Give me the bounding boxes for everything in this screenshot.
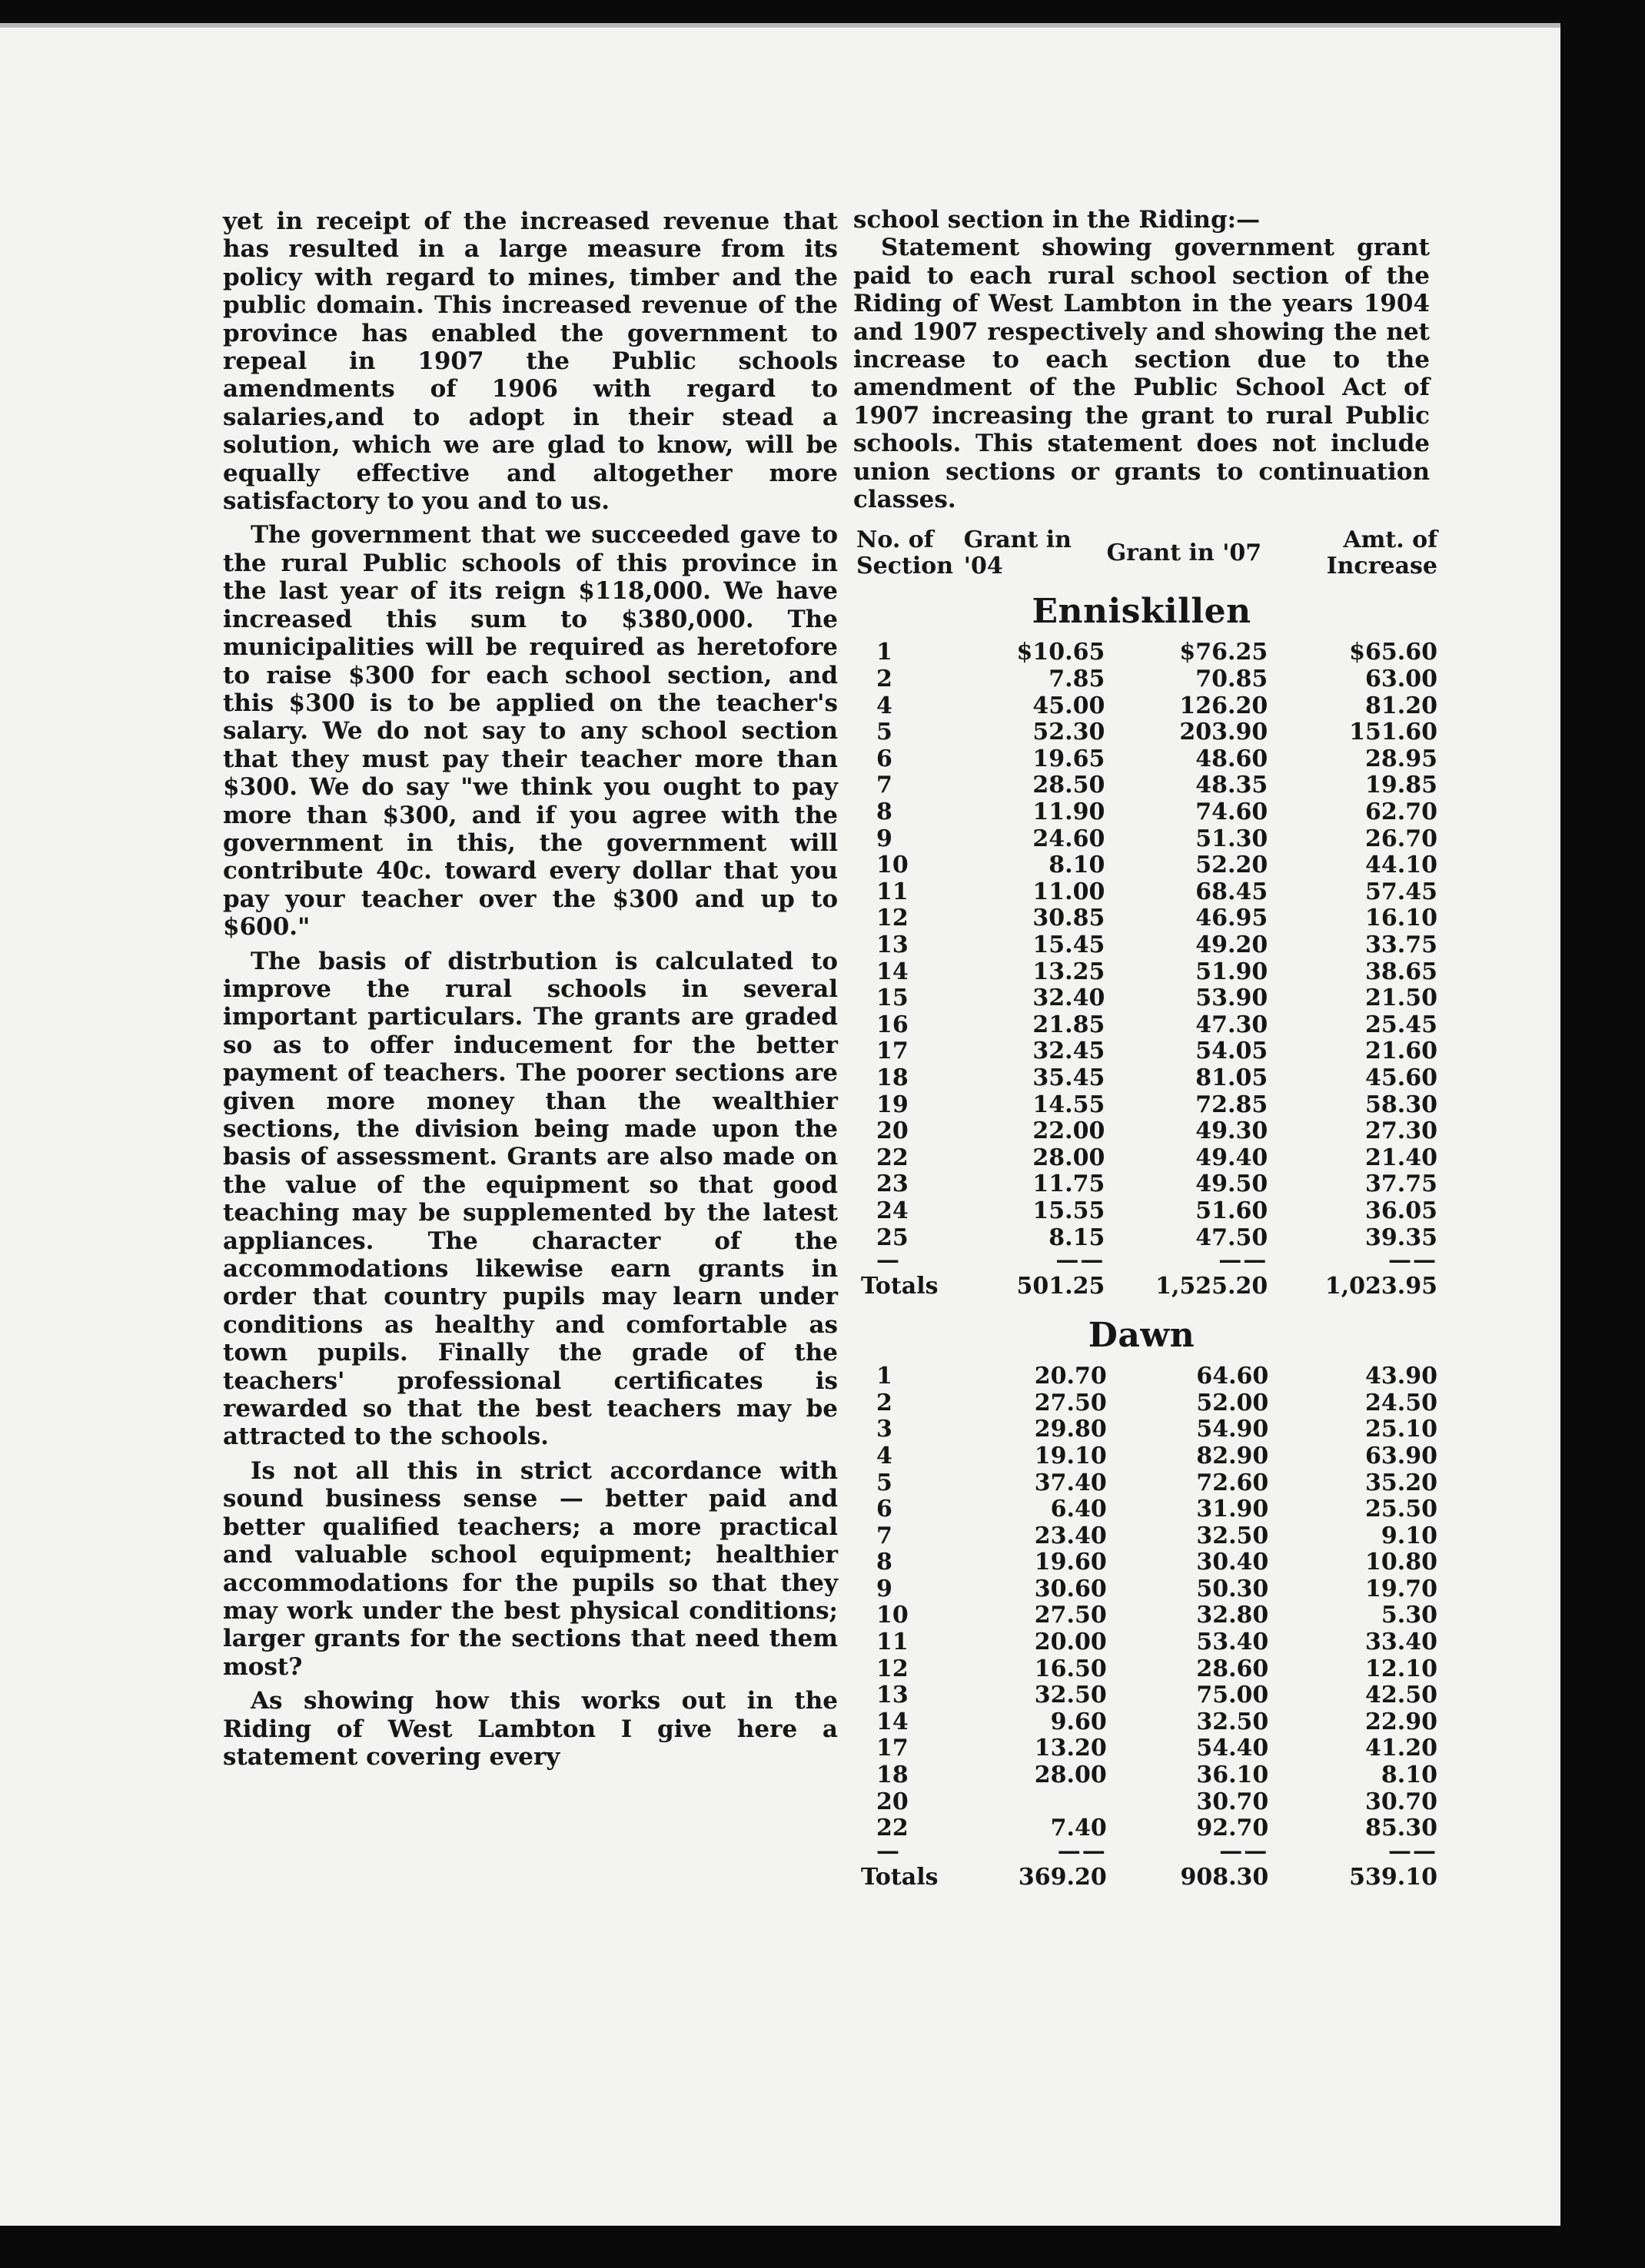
increase-cell: 62.70 [1365,799,1437,826]
grant-07-cell: 47.50 [1195,1224,1268,1251]
table-row [853,1549,1437,1576]
totals-label: Totals [861,1863,939,1891]
section-number-cell: 8 [876,799,892,826]
grant-07-cell: 52.20 [1195,852,1268,879]
increase-cell: 12.10 [1365,1655,1437,1682]
increase-cell: 21.40 [1365,1144,1437,1171]
totals-increase: 1,023.95 [1324,1273,1437,1300]
increase-cell: 45.60 [1365,1064,1437,1091]
section-number-cell: 7 [876,772,892,799]
grant-04-cell: 7.85 [1048,666,1105,693]
grant-07-cell: 49.50 [1195,1171,1268,1198]
increase-cell: 63.00 [1365,666,1437,693]
grant-04-cell: 11.90 [1032,799,1105,826]
grant-07-cell: 70.85 [1195,666,1268,693]
grant-07-cell: 64.60 [1196,1363,1269,1390]
table-row [853,693,1437,720]
section-number-cell: 5 [876,719,892,746]
grant-07-cell: 82.90 [1196,1442,1269,1469]
intro-line: school section in the Riding:— [853,206,1261,234]
grant-07-cell: 49.30 [1195,1117,1268,1145]
grant-04-cell: 20.00 [1034,1629,1107,1656]
rule-mark: —— [1057,1837,1107,1865]
rule-row [853,1251,1437,1270]
increase-cell: 16.10 [1365,905,1437,932]
rule-mark: —— [1388,1247,1437,1274]
grant-04-cell: 16.50 [1034,1655,1107,1682]
grant-04-cell: 35.45 [1032,1064,1105,1091]
section-number-cell: 18 [876,1762,909,1789]
increase-cell: 36.05 [1365,1197,1437,1224]
section-number-cell: 7 [876,1522,892,1549]
grant-04-cell: 22.00 [1032,1117,1105,1145]
increase-cell: 5.30 [1381,1602,1437,1629]
header-increase: Amt. of Increase [1326,526,1437,580]
grant-07-cell: 32.80 [1196,1602,1269,1629]
grant-07-cell: 52.00 [1196,1389,1269,1416]
grant-07-cell: 68.45 [1195,878,1268,905]
increase-cell: 151.60 [1349,719,1437,746]
increase-cell: 27.30 [1365,1117,1437,1145]
increase-cell: 63.90 [1365,1442,1437,1469]
grant-04-cell: 9.60 [1050,1708,1107,1735]
grant-07-cell: 32.50 [1196,1708,1269,1735]
table-row [853,1443,1437,1470]
grant-07-cell: 51.90 [1195,958,1268,985]
section-number-cell: 6 [876,1496,892,1523]
grants-table [853,527,1437,579]
increase-cell: 44.10 [1365,852,1437,879]
table-row [853,1735,1437,1762]
grant-07-cell: 81.05 [1195,1064,1268,1091]
section-number-cell: 11 [876,1629,909,1656]
grant-07-cell: 46.95 [1195,905,1268,932]
grant-04-cell: 8.15 [1048,1224,1105,1251]
statement-paragraph: Statement showing government grant paid to each rural school section of the Riding of West Lambton in the years 1904 and 1907 respectively and showing the net increase to each section due to the amendment of the Public School Act of 1907 increasing the grant to rural Public schools. This statement does not include union sections or grants to continuation classes. [853,234,1430,514]
grant-07-cell: 48.60 [1195,745,1268,772]
paragraph: Is not all this in strict accordance with sound business sense — better paid and better qualified teachers; a more practical and valuable school equipment; healthier accommodations for the pupils so that they may work under the best physical conditions; larger grants for the sections that need them most? [223,1456,838,1681]
table-row [853,932,1437,959]
increase-cell: 10.80 [1365,1549,1437,1576]
left-text-column [223,208,838,1777]
table-row [853,1470,1437,1497]
section-number-cell: 10 [876,1602,909,1629]
table-row [853,1576,1437,1603]
table-row [853,799,1437,826]
table-row [853,1118,1437,1145]
table-row [853,1092,1437,1119]
grant-07-cell: 28.60 [1196,1655,1269,1682]
increase-cell: 43.90 [1365,1363,1437,1390]
grant-04-cell [980,1789,1107,1816]
table-row [853,1709,1437,1736]
paragraph: yet in receipt of the increased revenue that has resulted in a large measure from its policy with regard to mines, timber and the public domain. This increased revenue of the province has enabled the government to repeal in 1907 the Public schools amendments of 1906 with regard to salaries,and to adopt in their stead a solution, which we are glad to know, will be equally effective and altogether more satisfactory to you and to us. [223,208,838,516]
header-grant-04: Grant in '04 [963,526,1072,580]
increase-cell: 33.40 [1365,1629,1437,1656]
grant-07-cell: 48.35 [1195,772,1268,799]
scan-border-bottom [0,2226,1645,2268]
table-row [853,1416,1437,1443]
header-grant-07: Grant in '07 [1106,540,1262,567]
grant-04-cell: 45.00 [1032,692,1105,719]
increase-cell: 39.35 [1365,1224,1437,1251]
grant-07-cell: $76.25 [1179,639,1268,666]
table-row [853,959,1437,986]
grant-07-cell: 47.30 [1195,1011,1268,1038]
table-row [853,905,1437,932]
grant-04-cell: 15.55 [1032,1197,1105,1224]
rule-mark: —— [1218,1247,1268,1274]
totals-grant-04: 501.25 [1016,1273,1105,1300]
section-number-cell: 13 [876,1682,909,1709]
grant-04-cell: 52.30 [1032,719,1105,746]
section-number-cell: 6 [876,745,892,772]
table-row [853,985,1437,1012]
table-row [853,1602,1437,1629]
section-number-cell: 16 [876,1011,909,1038]
section-number-cell: 8 [876,1549,892,1576]
grant-07-cell: 30.40 [1196,1549,1269,1576]
table-header-row [853,527,1437,579]
grant-04-cell: 13.20 [1034,1735,1107,1762]
section-number-cell: 15 [876,985,909,1012]
paragraph: The basis of distrbution is calculated to improve the rural schools in several important particulars. The grants are graded so as to offer inducement for the better payment of teachers. The poorer sections are given more money than the wealthier sections, the division being made upon the basis of assessment. Grants are also made on the value of the equipment so that good teaching may be supplemented by the latest appliances. The character of the accommodations likewise earn grants in order that country pupils may learn under conditions as healthy and comfortable as town pupils. Finally the grade of the teachers' professional certificates is rewarded so that the best teachers may be attracted to the schools. [223,947,838,1451]
table-row [853,852,1437,879]
grant-04-cell: $10.65 [1016,639,1105,666]
grant-04-cell: 28.00 [1034,1762,1107,1789]
table-row [853,1012,1437,1039]
table-row [853,1198,1437,1225]
table-row [853,1390,1437,1417]
table-row [853,879,1437,906]
grant-04-cell: 20.70 [1034,1363,1107,1390]
increase-cell: 25.45 [1365,1011,1437,1038]
grant-04-cell: 32.40 [1032,985,1105,1012]
grant-07-cell: 54.05 [1195,1038,1268,1065]
header-section-no: No. of Section [856,526,954,580]
grant-04-cell: 28.00 [1032,1144,1105,1171]
section-number-cell: 4 [876,1442,892,1469]
grant-07-cell: 72.85 [1195,1091,1268,1118]
totals-increase: 539.10 [1349,1863,1437,1891]
grant-07-cell: 92.70 [1196,1815,1269,1842]
table-row [853,772,1437,799]
section-number-cell: 2 [876,1389,892,1416]
scan-border-right [1560,0,1645,2268]
table-row [853,1815,1437,1842]
increase-cell: 21.50 [1365,985,1437,1012]
paragraph: The government that we succeeded gave to the rural Public schools of this province in the last year of its reign $118,000. We have increased this sum to $380,000. The municipalities will be required as heretofore to raise $300 for each school section, and this $300 is to be applied on the teacher's salary. We do not say to any school section that they must pay their teacher more than $300. We do say "we think you ought to pay more than $300, and if you agree with the government in this, the government will contribute 40c. toward every dollar that you pay your teacher over the $300 and up to $600." [223,521,838,941]
grant-04-cell: 32.45 [1032,1038,1105,1065]
grant-07-cell: 31.90 [1196,1496,1269,1523]
increase-cell: 35.20 [1365,1469,1437,1496]
table-row [853,1496,1437,1523]
grant-07-cell: 36.10 [1196,1762,1269,1789]
grant-04-cell: 24.60 [1032,825,1105,852]
rule-mark: —— [1055,1247,1105,1274]
increase-cell: 85.30 [1365,1815,1437,1842]
increase-cell: 38.65 [1365,958,1437,985]
rule-mark: — [876,1247,901,1274]
table-row [853,639,1437,666]
section-number-cell: 1 [876,1363,892,1390]
section-number-cell: 11 [876,878,909,905]
section-number-cell: 17 [876,1038,909,1065]
section-number-cell: 12 [876,1655,909,1682]
grant-07-cell: 30.70 [1196,1788,1269,1815]
grant-04-cell: 30.85 [1032,905,1105,932]
table-row [853,1523,1437,1550]
paragraph: As showing how this works out in the Riding of West Lambton I give here a statement covering every [223,1687,838,1771]
totals-grant-07: 908.30 [1180,1863,1269,1891]
table-row [853,1225,1437,1252]
grant-07-cell: 32.50 [1196,1522,1269,1549]
grant-07-cell: 51.60 [1195,1197,1268,1224]
increase-cell: 25.10 [1365,1416,1437,1443]
increase-cell: 19.70 [1365,1575,1437,1602]
increase-cell: 58.30 [1365,1091,1437,1118]
grant-07-cell: 49.40 [1195,1144,1268,1171]
section-number-cell: 20 [876,1788,909,1815]
grant-07-cell: 74.60 [1195,799,1268,826]
totals-grant-07: 1,525.20 [1155,1273,1268,1300]
section-number-cell: 20 [876,1117,909,1145]
rule-mark: —— [1388,1837,1437,1865]
section-number-cell: 2 [876,666,892,693]
rule-mark: —— [1219,1837,1269,1865]
section-number-cell: 5 [876,1469,892,1496]
table-row [853,1762,1437,1789]
increase-cell: 30.70 [1365,1788,1437,1815]
grant-04-cell: 29.80 [1034,1416,1107,1443]
grant-07-cell: 53.40 [1196,1629,1269,1656]
totals-row [853,1270,1437,1303]
section-heading-enniskillen: Enniskillen [1032,592,1251,632]
section-number-cell: 25 [876,1224,909,1251]
grant-07-cell: 203.90 [1179,719,1268,746]
table-row [853,1682,1437,1709]
increase-cell: 57.45 [1365,878,1437,905]
section-number-cell: 22 [876,1815,909,1842]
section-number-cell: 18 [876,1064,909,1091]
totals-label: Totals [861,1273,939,1300]
section-number-cell: 24 [876,1197,909,1224]
table-row [853,719,1437,746]
grant-04-cell: 11.00 [1032,878,1105,905]
increase-cell: 28.95 [1365,745,1437,772]
grant-04-cell: 15.45 [1032,931,1105,958]
grant-04-cell: 21.85 [1032,1011,1105,1038]
section-number-cell: 3 [876,1416,892,1443]
table-row [853,826,1437,853]
table-row [853,1629,1437,1656]
table-row [853,1145,1437,1172]
grant-07-cell: 51.30 [1195,825,1268,852]
section-number-cell: 1 [876,639,892,666]
section-number-cell: 9 [876,825,892,852]
grant-04-cell: 14.55 [1032,1091,1105,1118]
dawn-table [853,1363,1437,1894]
enniskillen-table [853,639,1437,1303]
section-number-cell: 19 [876,1091,909,1118]
increase-cell: 42.50 [1365,1682,1437,1709]
increase-cell: 24.50 [1365,1389,1437,1416]
section-number-cell: 4 [876,692,892,719]
grant-04-cell: 19.10 [1034,1442,1107,1469]
increase-cell: 21.60 [1365,1038,1437,1065]
table-row [853,1656,1437,1683]
increase-cell: 9.10 [1381,1522,1437,1549]
grant-04-cell: 7.40 [1050,1815,1107,1842]
increase-cell: 22.90 [1365,1708,1437,1735]
section-number-cell: 13 [876,931,909,958]
grant-04-cell: 27.50 [1034,1389,1107,1416]
increase-cell: 19.85 [1365,772,1437,799]
increase-cell: 8.10 [1381,1762,1437,1789]
section-number-cell: 14 [876,1708,909,1735]
increase-cell: $65.60 [1349,639,1437,666]
increase-cell: 33.75 [1365,931,1437,958]
section-number-cell: 22 [876,1144,909,1171]
grant-04-cell: 6.40 [1050,1496,1107,1523]
table-row [853,746,1437,773]
grant-04-cell: 19.60 [1034,1549,1107,1576]
section-number-cell: 12 [876,905,909,932]
section-number-cell: 10 [876,852,909,879]
grant-07-cell: 54.90 [1196,1416,1269,1443]
grant-04-cell: 8.10 [1048,852,1105,879]
totals-row [853,1861,1437,1894]
grant-04-cell: 13.25 [1032,958,1105,985]
grant-07-cell: 50.30 [1196,1575,1269,1602]
increase-cell: 26.70 [1365,825,1437,852]
increase-cell: 41.20 [1365,1735,1437,1762]
section-number-cell: 9 [876,1575,892,1602]
grant-07-cell: 53.90 [1195,985,1268,1012]
grant-04-cell: 19.65 [1032,745,1105,772]
section-number-cell: 23 [876,1171,909,1198]
grant-07-cell: 54.40 [1196,1735,1269,1762]
section-number-cell: 14 [876,958,909,985]
increase-cell: 81.20 [1365,692,1437,719]
grant-04-cell: 27.50 [1034,1602,1107,1629]
section-heading-dawn: Dawn [1088,1316,1195,1356]
grant-04-cell: 28.50 [1032,772,1105,799]
grant-04-cell: 32.50 [1034,1682,1107,1709]
section-number-cell: 17 [876,1735,909,1762]
grant-04-cell: 11.75 [1032,1171,1105,1198]
rule-mark: — [876,1837,901,1865]
table-row [853,666,1437,693]
grant-07-cell: 72.60 [1196,1469,1269,1496]
grant-07-cell: 49.20 [1195,931,1268,958]
grant-07-cell: 126.20 [1179,692,1268,719]
table-row [853,1789,1437,1816]
table-row [853,1065,1437,1092]
grant-07-cell: 75.00 [1196,1682,1269,1709]
table-row [853,1171,1437,1198]
increase-cell: 37.75 [1365,1171,1437,1198]
grant-04-cell: 37.40 [1034,1469,1107,1496]
totals-grant-04: 369.20 [1018,1863,1107,1891]
table-row [853,1363,1437,1390]
right-text-column [853,206,1437,1894]
rule-row [853,1842,1437,1861]
increase-cell: 25.50 [1365,1496,1437,1523]
grant-04-cell: 30.60 [1034,1575,1107,1602]
table-row [853,1038,1437,1065]
grant-04-cell: 23.40 [1034,1522,1107,1549]
